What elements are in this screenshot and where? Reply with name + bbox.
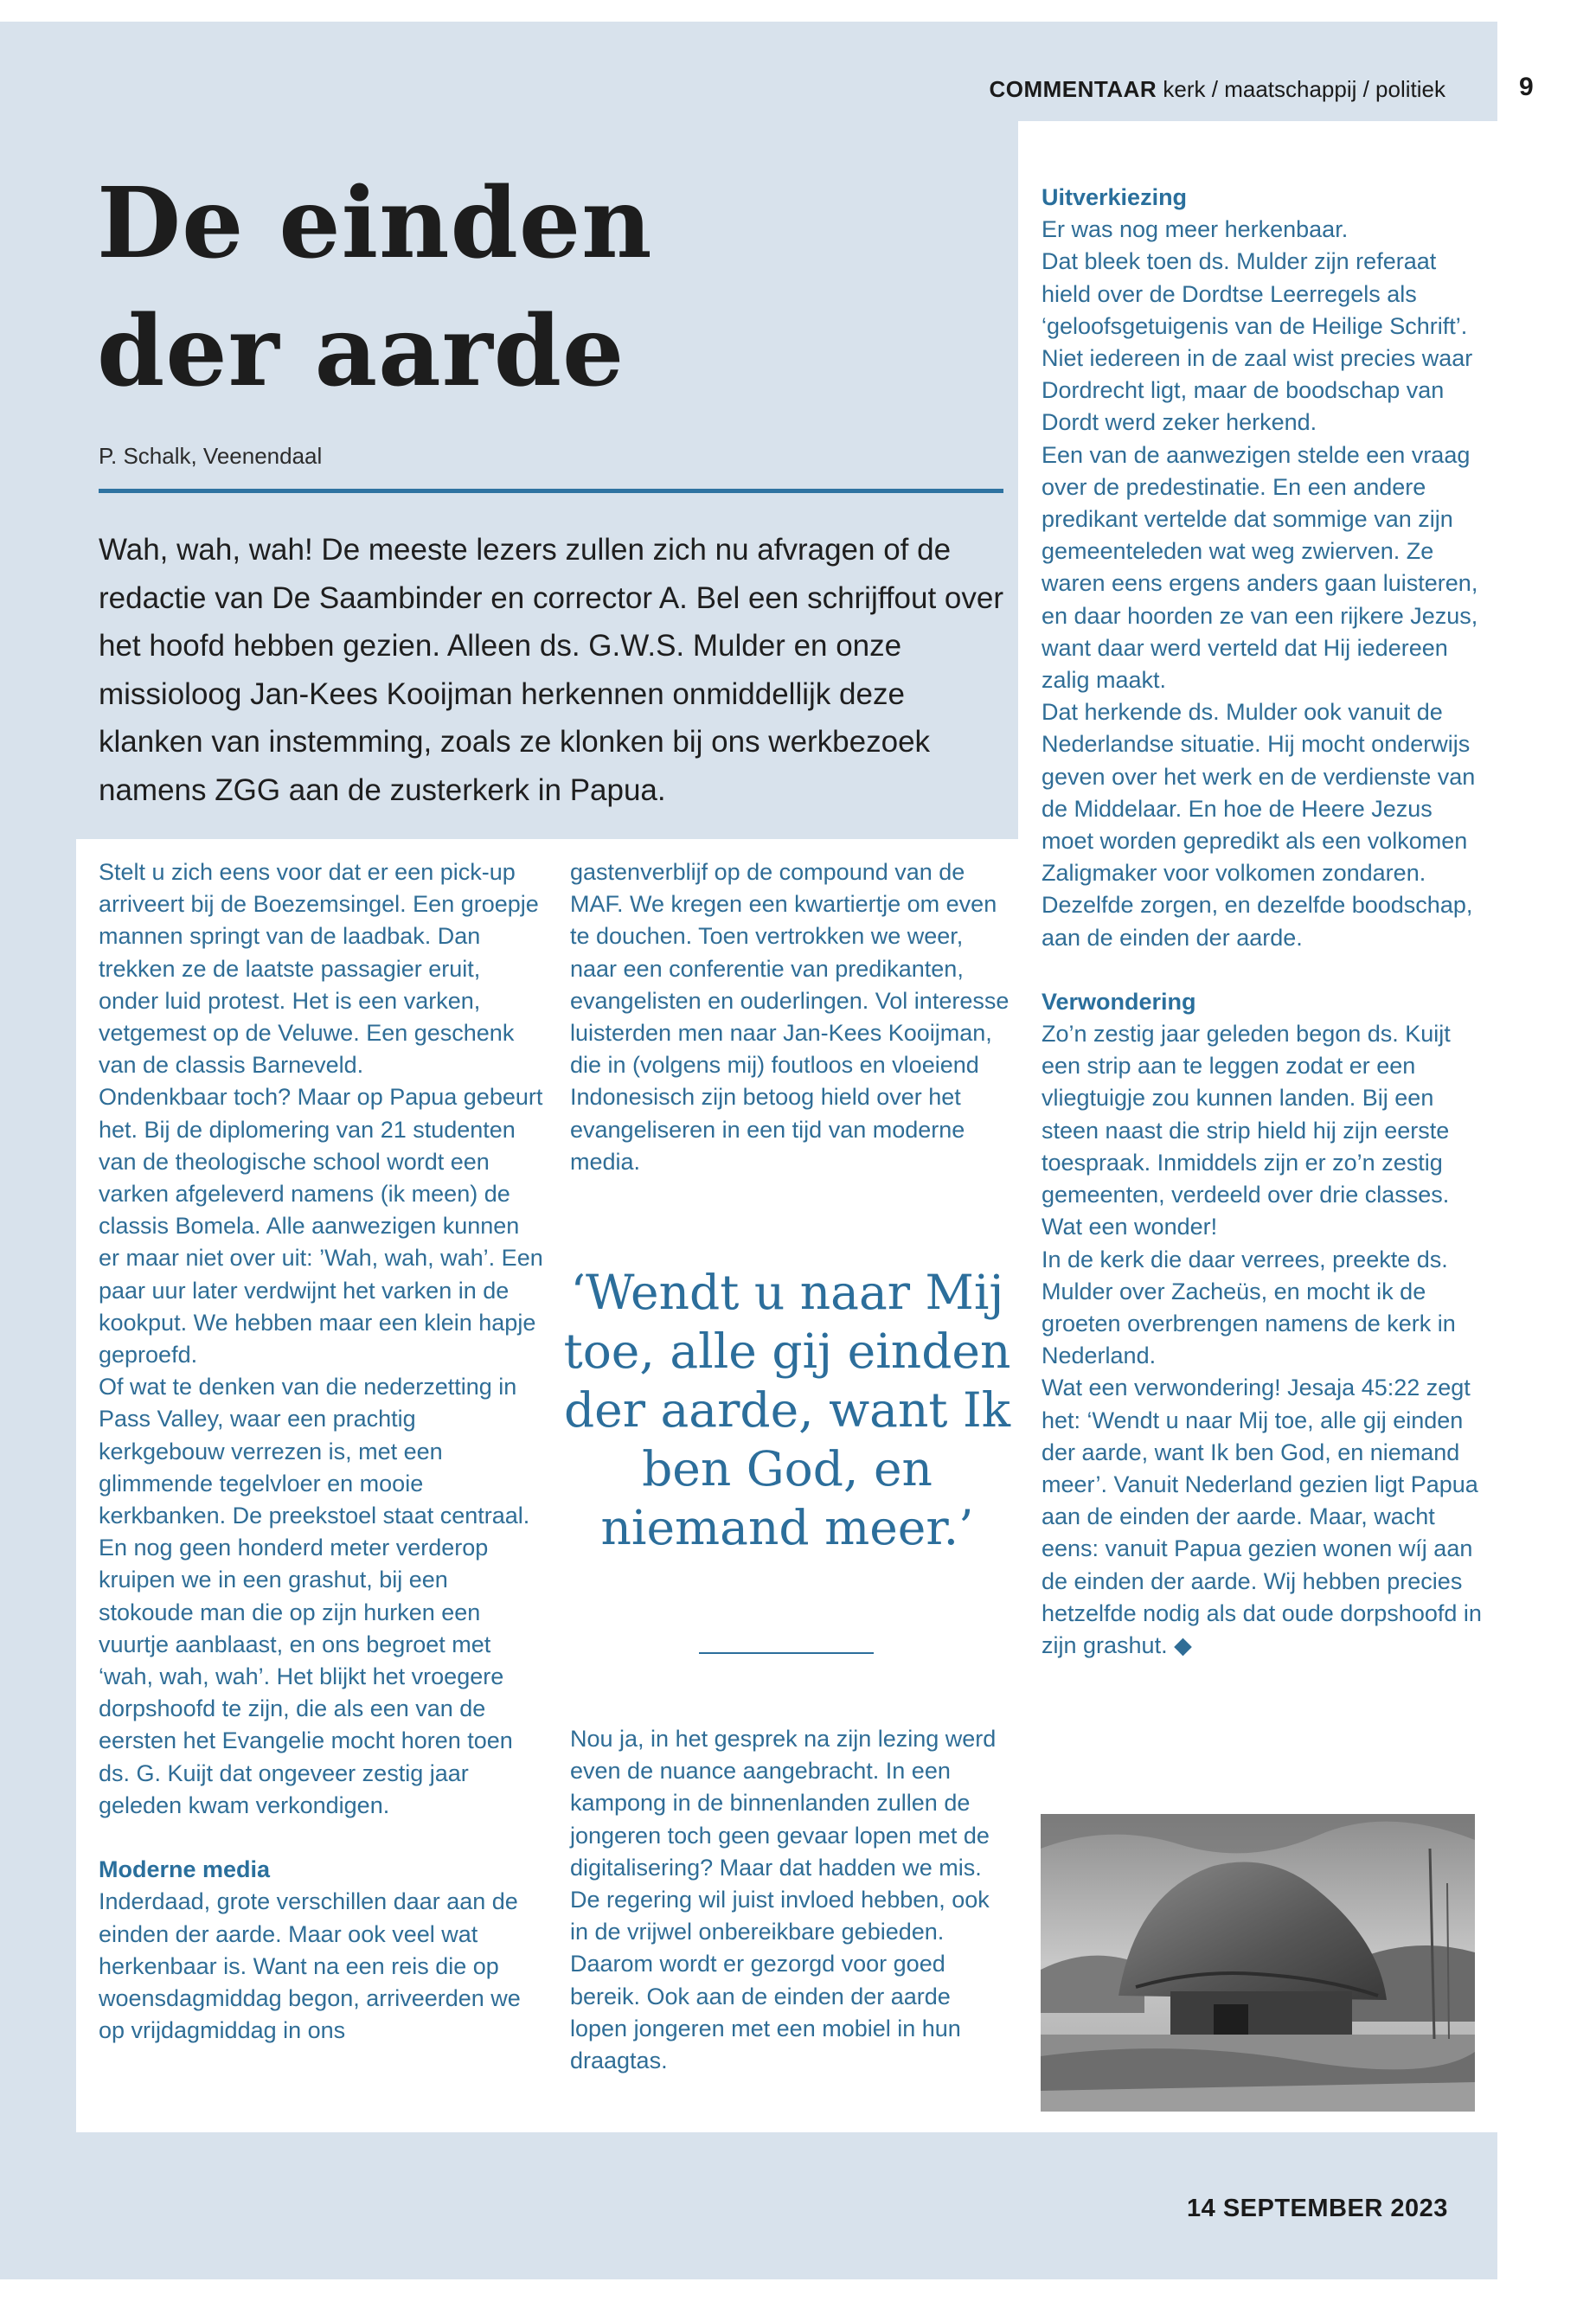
article-title — [97, 160, 962, 416]
section-label: COMMENTAAR — [989, 76, 1157, 102]
col3-paragraph-1: Er was nog meer herkenbaar. — [1042, 216, 1349, 243]
col3-paragraph-3: Een van de aanwezigen stelde een vraag over de predestinatie. En een andere predikant vertelde dat sommige van zijn gemeenteleden wat weg zwierven. Ze waren eens ergens anders gaan luisteren, en daar hoorden ze van een rijkere Jezus, want daar werd verteld dat Hij iedereen zalig maakt. — [1042, 441, 1478, 694]
article-author: P. Schalk, Veenendaal — [99, 443, 323, 469]
column-1 — [99, 856, 544, 2047]
col3-paragraph-2: Dat bleek toen ds. Mulder zijn referaat hield over de Dordtse Leerregels als ‘geloofsgetuigenis van de Heilige Schrift’. Niet iedereen in de zaal wist precies waar Dordrecht ligt, maar de boodschap van Dordt werd zeker herkend. — [1042, 248, 1473, 436]
col3-subheading-1: Uitverkiezing — [1042, 184, 1188, 210]
section-topics: kerk / maatschappij / politiek — [1163, 76, 1445, 102]
col1-paragraph-4: Inderdaad, grote verschillen daar aan de einden der aarde. Maar ook veel wat herkenbaar is. Want na een reis die op woensdagmiddag begon, arriveerden we op vrijdagmiddag in ons — [99, 1888, 521, 2044]
col3-paragraph-7: Wat een verwondering! Jesaja 45:22 zegt het: ‘Wendt u naar Mij toe, alle gij einden der aarde, want Ik ben God, en niemand meer’. Vanuit Nederland gezien ligt Papua aan de einden der aarde. Maar, wacht eens: vanuit Papua gezien wonen wíj aan de einden der aarde. Wij hebben precies hetzelfde nodig als dat oude dorpshoofd in zijn grashut. ◆ — [1042, 1375, 1482, 1658]
page-number: 9 — [1519, 73, 1534, 101]
pull-quote-divider — [699, 1652, 874, 1654]
col3-paragraph-5: Zo’n zestig jaar geleden begon ds. Kuijt een strip aan te leggen zodat er een vliegtuigje zou kunnen landen. Bij een steen naast die strip hield hij zijn eerste toespraak. Inmiddels zijn er zo’n zestig gemeenten, verdeeld over drie classes. Wat een wonder! — [1042, 1021, 1451, 1240]
column-2 — [570, 856, 1011, 1178]
col2-paragraph-1: gastenverblijf op de compound van de MAF. We kregen een kwartiertje om even te douchen. Toen vertrokken we weer, naar een conferentie van predikanten, evangelisten en ouderlingen. Vol interesse luisterden men naar Jan-Kees Kooijman, die in (volgens mij) foutloos en vloeiend Indonesisch zijn betoog hield over het evangeliseren in een tijd van moderne media. — [570, 859, 1010, 1175]
pull-quote: ‘Wendt u naar Mij toe, alle gij einden der aarde, want Ik ben God, en niemand meer.’ — [563, 1265, 1011, 1555]
col3-subheading-2: Verwondering — [1042, 988, 1196, 1015]
section-header — [941, 76, 1445, 103]
col3-paragraph-6: In de kerk die daar verrees, preekte ds. Mulder over Zacheüs, en mocht ik de groeten overbrengen namens de kerk in Nederland. — [1042, 1246, 1456, 1369]
grass-hut-photo — [1041, 1814, 1475, 2112]
col3-paragraph-4: Dat herkende ds. Mulder ook vanuit de Nederlandse situatie. Hij mocht onderwijs geven over het werk en de verdienste van de Middelaar. En hoe de Heere Jezus moet worden gepredikt als een volkomen Zaligmaker voor volkomen zondaren. Dezelfde zorgen, en dezelfde boodschap, aan de einden der aarde. — [1042, 699, 1476, 951]
title-line-2: der aarde — [97, 295, 625, 408]
article-lead: Wah, wah, wah! De meeste lezers zullen zich nu afvragen of de redactie van De Saambinder en corrector A. Bel een schrijffout over het hoofd hebben gezien. Alleen ds. G.W.S. Mulder en onze missioloog Jan-Kees Kooijman herkennen onmiddellijk deze klanken van instemming, zoals ze klonken bij ons werkbezoek namens ZGG aan de zusterkerk in Papua. — [99, 533, 1004, 807]
col1-paragraph-2: Ondenkbaar toch? Maar op Papua gebeurt het. Bij de diplomering van 21 studenten van de theologische school wordt een varken afgeleverd namens (ik meen) de classis Bomela. Alle aanwezigen kunnen er maar niet over uit: ’Wah, wah, wah’. Een paar uur later verdwijnt het varken in de kookput. We hebben maar een klein hapje geproefd. — [99, 1084, 543, 1368]
issue-date: 14 SEPTEMBER 2023 — [1187, 2195, 1448, 2222]
column-2-lower — [570, 1723, 1011, 2077]
col1-subheading: Moderne media — [99, 1856, 271, 1883]
title-divider — [99, 489, 1003, 493]
col2-paragraph-2: Nou ja, in het gesprek na zijn lezing werd even de nuance aangebracht. In een kampong in de binnenlanden zullen de jongeren toch geen gevaar lopen met de digitalisering? Maar dat hadden we mis. De regering wil juist invloed hebben, ook in de vrijwel onbereikbare gebieden. Daarom wordt er gezorgd voor goed bereik. Ook aan de einden der aarde lopen jongeren met een mobiel in hun draagtas. — [570, 1726, 997, 2074]
title-line-1: De einden — [97, 167, 653, 280]
col1-paragraph-3: Of wat te denken van die nederzetting in Pass Valley, waar een prachtig kerkgebouw verrezen is, met een glimmende tegelvloer en mooie kerkbanken. De preekstoel staat centraal. En nog geen honderd meter verderop kruipen we in een grashut, bij een stokoude man die op zijn hurken een vuurtje aanblaast, en ons begroet met ‘wah, wah, wah’. Het blijkt het vroegere dorpshoofd te zijn, die als een van de eersten het Evangelie mocht horen toen ds. G. Kuijt dat ongeveer zestig jaar geleden kwam verkondigen. — [99, 1374, 530, 1818]
column-3 — [1042, 182, 1483, 1662]
col1-paragraph-1: Stelt u zich eens voor dat er een pick-up arriveert bij de Boezemsingel. Een groepje mannen springt van de laadbak. Dan trekken ze de laatste passagier eruit, onder luid protest. Het is een varken, vetgemest op de Veluwe. Een geschenk van de classis Barneveld. — [99, 859, 539, 1079]
